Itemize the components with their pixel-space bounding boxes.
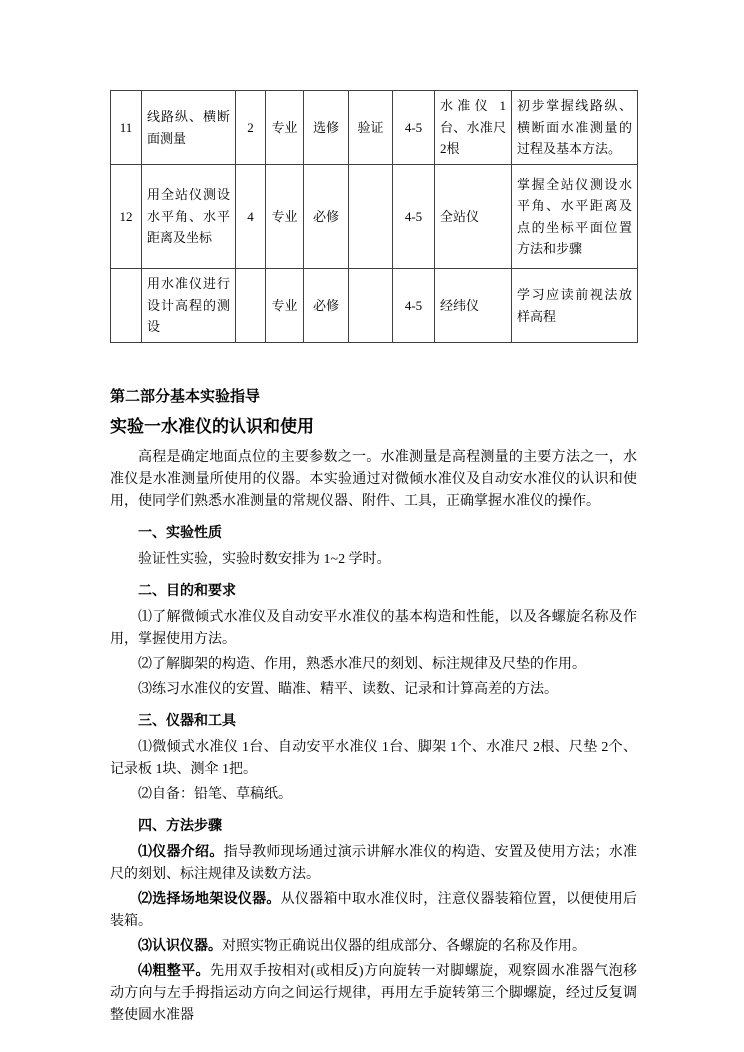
cell-equipment: 经纬仪 — [435, 269, 512, 343]
step-paragraph — [110, 889, 637, 933]
cell-elective: 必修 — [304, 269, 349, 343]
cell-equipment: 全站仪 — [435, 165, 512, 269]
cell-grade: 4-5 — [393, 269, 435, 343]
cell-grade: 4-5 — [393, 165, 435, 269]
step-paragraph — [110, 936, 637, 958]
step-lead: ⑶认识仪器。 — [138, 939, 222, 954]
section-heading-instruments: 三、仪器和工具 — [138, 714, 236, 729]
cell-check-type — [349, 269, 393, 343]
section-heading-steps: 四、方法步骤 — [138, 819, 222, 834]
step-paragraph — [110, 961, 637, 1027]
table-row — [111, 91, 638, 165]
cell-hours: 4 — [236, 165, 266, 269]
table-row — [111, 165, 638, 269]
cell-grade: 4-5 — [393, 91, 435, 165]
step-lead: ⑴仪器介绍。 — [138, 845, 224, 860]
step-rest: 指导教师现场通过演示讲解水准仪的构造、安置及使用方法；水准尺的刻划、标注规律及读数方法。 — [110, 845, 638, 882]
step-rest: 先用双手按相对(或相反)方向旋转一对脚螺旋，观察圆水准器气泡移动方向与左手拇指运动方向之间运行规律，再用左手旋转第三个脚螺旋，经过反复调整使圆水准器 — [110, 964, 637, 1023]
cell-check-type: 验证 — [349, 91, 393, 165]
cell-elective: 必修 — [304, 165, 349, 269]
cell-objective: 初步掌握线路纵、横断面水准测量的过程及基本方法。 — [512, 91, 638, 165]
cell-check-type — [349, 165, 393, 269]
cell-hours: 2 — [236, 91, 266, 165]
section-paragraph: ⑵了解脚架的构造、作用，熟悉水准尺的刻划、标注规律及尺垫的作用。 — [138, 657, 586, 672]
cell-elective: 选修 — [304, 91, 349, 165]
cell-category: 专业 — [266, 269, 304, 343]
cell-equipment: 水准仪 1台、水准尺 2根 — [435, 91, 512, 165]
intro-paragraph: 高程是确定地面点位的主要参数之一。水准测量是高程测量的主要方法之一，水准仪是水准测量所使用的仪器。本实验通过对微倾水准仪及自动安水准仪的认识和使用，使同学们熟悉水准测量的常规仪器、附件、工具，正确掌握水准仪的操作。 — [110, 450, 637, 509]
cell-course-name: 用全站仪测设水平角、水平距离及坐标 — [142, 165, 236, 269]
table-row — [111, 269, 638, 343]
section-paragraph: ⑴了解微倾式水准仪及自动安平水准仪的基本构造和性能，以及各螺旋名称及作用，掌握使用方法。 — [110, 610, 637, 647]
section-heading-purpose: 二、目的和要求 — [138, 584, 236, 599]
step-lead: ⑷粗整平。 — [138, 964, 210, 979]
cell-objective: 学习应读前视法放样高程 — [512, 269, 638, 343]
cell-course-name: 用水准仪进行设计高程的测设 — [142, 269, 236, 343]
cell-hours — [236, 269, 266, 343]
cell-objective: 掌握全站仪测设水平角、水平距离及点的坐标平面位置方法和步骤 — [512, 165, 638, 269]
section-paragraph: ⑴微倾式水准仪 1台、自动安平水准仪 1台、脚架 1个、水准尺 2根、尺垫 2个、记录板 1块、测伞 1把。 — [110, 740, 637, 777]
document-page — [110, 90, 637, 1030]
cell-category: 专业 — [266, 91, 304, 165]
section-paragraph: ⑶练习水准仪的安置、瞄准、精平、读数、记录和计算高差的方法。 — [138, 682, 558, 697]
cell-category: 专业 — [266, 165, 304, 269]
course-schedule-table — [110, 90, 638, 343]
section-paragraph: ⑵自备：铅笔、草稿纸。 — [138, 787, 292, 802]
cell-index — [111, 269, 142, 343]
section-paragraph: 验证性实验，实验时数安排为 1~2 学时。 — [138, 552, 391, 567]
cell-course-name: 线路纵、横断面测量 — [142, 91, 236, 165]
step-rest: 对照实物正确说出仪器的组成部分、各螺旋的名称及作用。 — [222, 939, 586, 954]
cell-index: 12 — [111, 165, 142, 269]
step-paragraph — [110, 842, 637, 886]
step-lead: ⑵选择场地架设仪器。 — [138, 892, 281, 907]
section-heading-nature: 一、实验性质 — [138, 526, 222, 541]
cell-index: 11 — [111, 91, 142, 165]
part2-title: 第二部分基本实验指导 — [110, 389, 261, 405]
step-rest: 从仪器箱中取水准仪时，注意仪器装箱位置，以便使用后装箱。 — [110, 892, 638, 929]
experiment1-title: 实验一水准仪的认识和使用 — [110, 417, 314, 436]
